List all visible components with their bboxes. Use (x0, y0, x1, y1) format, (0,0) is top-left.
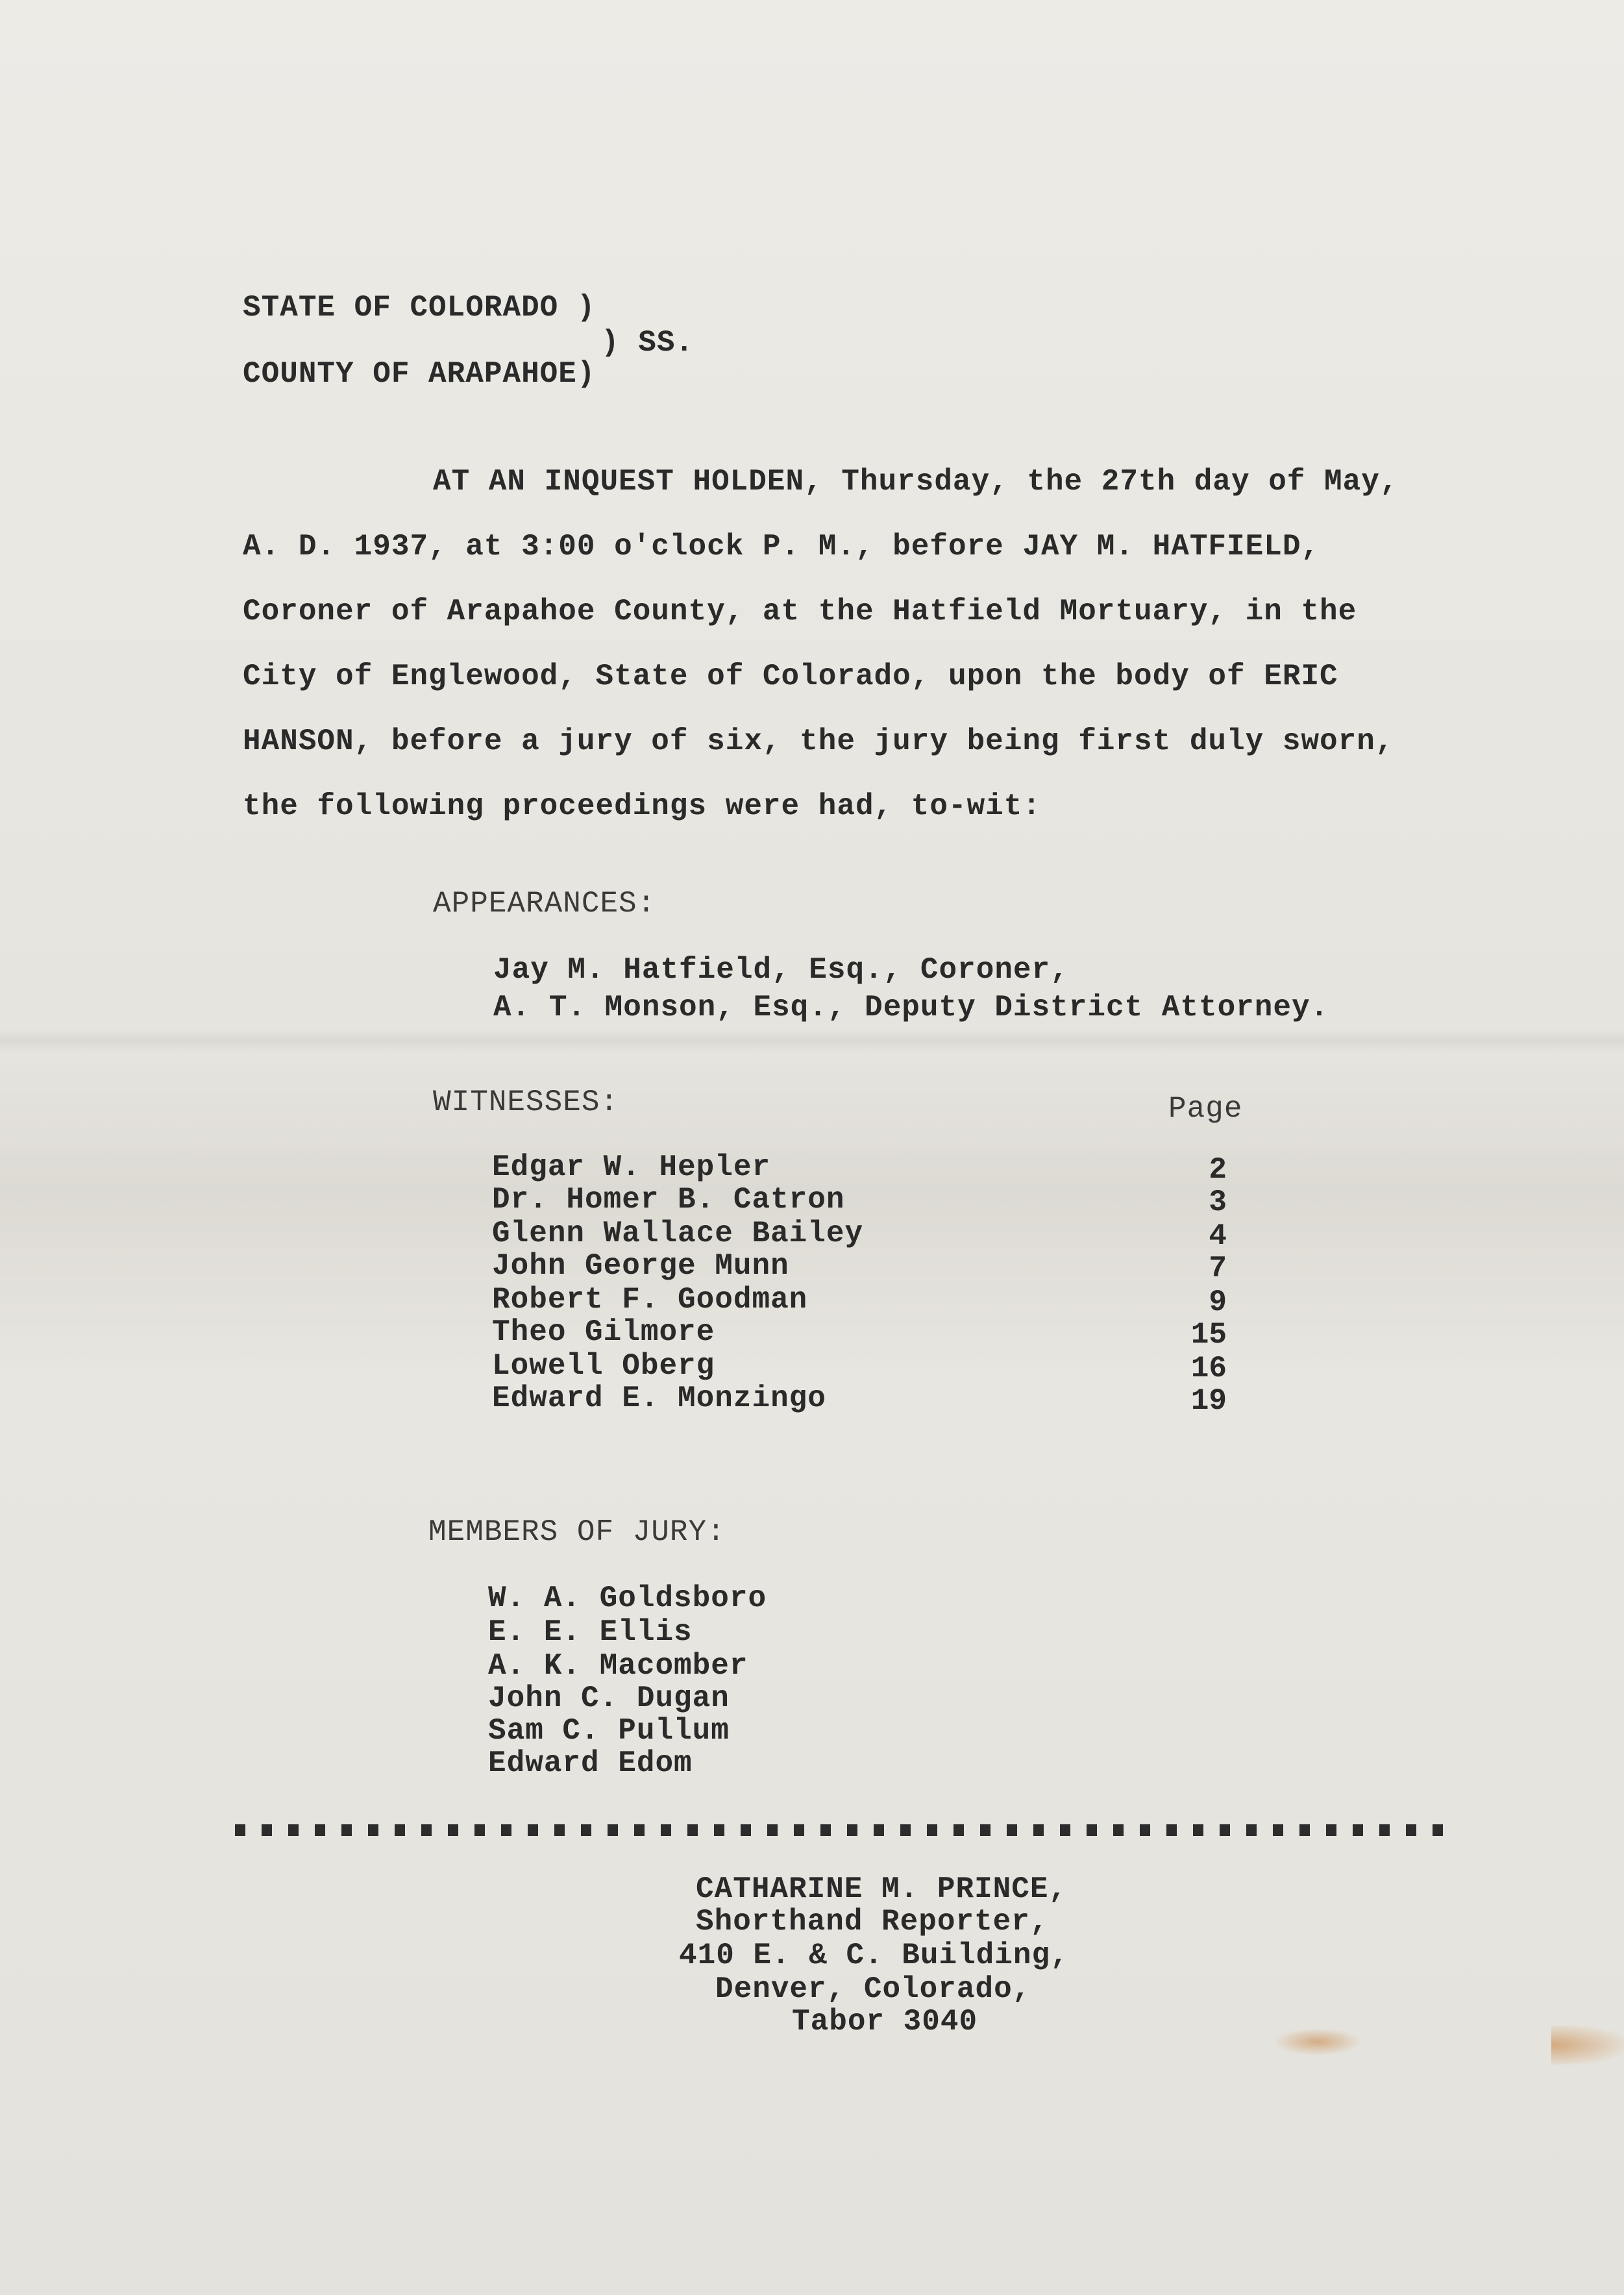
dashed-divider (235, 1824, 1455, 1836)
witness-name: Glenn Wallace Bailey (492, 1217, 864, 1250)
jury-member: A. K. Macomber (488, 1649, 748, 1683)
caption-ss: ) SS. (601, 326, 695, 360)
jury-member: Edward Edom (488, 1746, 693, 1780)
intro-line: the following proceedings were had, to-wit: (243, 789, 1041, 823)
caption-county: COUNTY OF ARAPAHOE) (243, 357, 596, 391)
intro-line: Coroner of Arapahoe County, at the Hatfield Mortuary, in the (243, 595, 1357, 628)
intro-line: A. D. 1937, at 3:00 o'clock P. M., before JAY M. HATFIELD, (243, 530, 1320, 564)
appearance-item: A. T. Monson, Esq., Deputy District Attorney. (493, 991, 1329, 1024)
witness-page: 16 (1190, 1352, 1227, 1385)
witness-name: Lowell Oberg (492, 1349, 715, 1383)
witness-page: 9 (1209, 1285, 1227, 1319)
jury-heading: MEMBERS OF JURY: (428, 1515, 726, 1549)
jury-member: E. E. Ellis (488, 1615, 693, 1649)
intro-line: AT AN INQUEST HOLDEN, Thursday, the 27th day of May, (433, 465, 1399, 499)
paper-fold (0, 1029, 1624, 1052)
witness-page: 7 (1209, 1252, 1227, 1285)
reporter-line: Denver, Colorado, (715, 1972, 1031, 2006)
witness-name: Edgar W. Hepler (492, 1150, 771, 1184)
intro-line: HANSON, before a jury of six, the jury being first duly sworn, (243, 725, 1394, 758)
appearances-heading: APPEARANCES: (433, 887, 656, 921)
witness-page: 19 (1190, 1384, 1227, 1418)
page-column-label: Page (1168, 1092, 1243, 1126)
witness-page: 4 (1209, 1219, 1227, 1253)
reporter-line: Shorthand Reporter, (696, 1905, 1049, 1939)
jury-member: Sam C. Pullum (488, 1714, 730, 1748)
witness-page: 2 (1209, 1153, 1227, 1187)
paper-stain (1551, 2026, 1624, 2065)
intro-line: City of Englewood, State of Colorado, upon the body of ERIC (243, 660, 1338, 693)
witness-name: Dr. Homer B. Catron (492, 1183, 845, 1217)
reporter-line: 410 E. & C. Building, (679, 1939, 1069, 1972)
witnesses-heading: WITNESSES: (433, 1085, 619, 1119)
witness-page: 3 (1209, 1185, 1227, 1219)
witness-name: John George Munn (492, 1249, 789, 1283)
jury-member: John C. Dugan (488, 1681, 730, 1715)
witness-name: Theo Gilmore (492, 1315, 715, 1349)
reporter-line: CATHARINE M. PRINCE, (696, 1872, 1068, 1906)
witness-name: Robert F. Goodman (492, 1283, 808, 1317)
appearance-item: Jay M. Hatfield, Esq., Coroner, (493, 953, 1069, 987)
jury-member: W. A. Goldsboro (488, 1582, 767, 1615)
witness-name: Edward E. Monzingo (492, 1382, 826, 1415)
paper-stain (1275, 2029, 1360, 2055)
reporter-line: Tabor 3040 (792, 2005, 978, 2039)
witness-page: 15 (1190, 1318, 1227, 1352)
caption-state: STATE OF COLORADO ) (243, 291, 596, 325)
